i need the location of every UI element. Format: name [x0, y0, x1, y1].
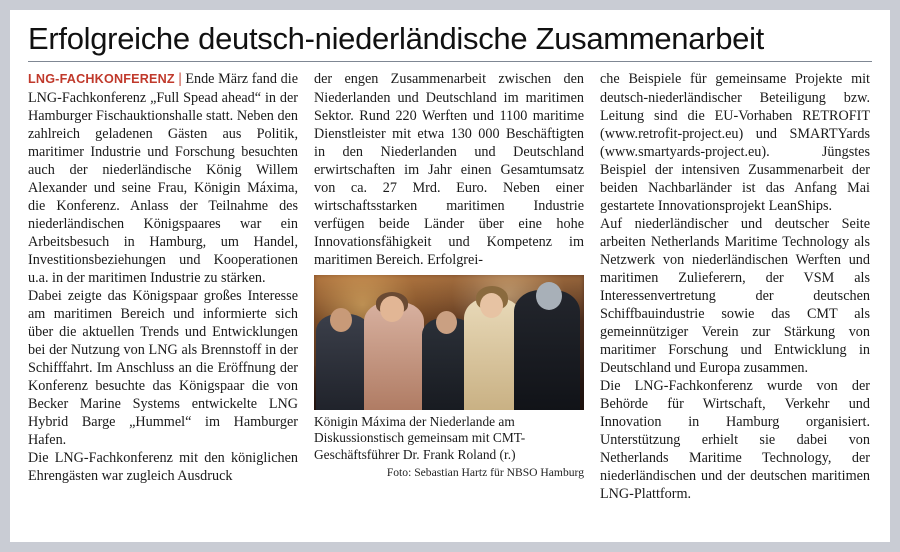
article-paragraph [28, 70, 298, 286]
photo-person-head [380, 296, 404, 322]
kicker-separator: | [174, 71, 186, 88]
photo-person-head [480, 293, 503, 318]
page-border-right [890, 0, 900, 552]
article-paragraph: che Beispiele für gemeinsame Projekte mit deutsch-niederländischer Beteiligung bzw. Leitung sind die EU-Vorhaben RETROFIT (www.retrofit-project.eu) und SMARTYards (www.smartyards-project.eu). Jüngstes Beispiel der intensiven Zusammenarbeit der beiden Nachbarländer ist das Anfang Mai gestartete Innovationsprojekt LeanShips. [600, 71, 870, 214]
page-border-bottom [0, 542, 900, 552]
photo-person-head [330, 308, 352, 332]
article-kicker: LNG-FACHKONFERENZ [28, 72, 175, 87]
article-paragraph: Auf niederländischer und deutscher Seite arbeiten Netherlands Maritime Technology als Netzwerk von niederländischen Werften und maritimen Zulieferern, der VSM als Interessenvertretung der deutschen Schiffbauindustrie sowie das CMT als gemeinnütziger Verein zur Stärkung von maritimer Forschung und Entwicklung in Deutschland und Europa zusammen. [600, 215, 870, 376]
article-paragraph-text: Ende März fand die LNG-Fachkonferenz „Full Spead ahead“ in der Hamburger Fischauktionshalle statt. Neben den zahlreich geladenen Gästen aus Politik, maritimer Industrie und Forschung besuchten auch der niederländische König Willem Alexander und seine Frau, Königin Máxima, die Konferenz. Anlass der Teilnahme des niederländischen Königspaares war ein Arbeitsbesuch in Hamburg, um Handel, Investitionsbeziehungen und Kooperationen u.a. in der maritimen Industrie zu stärken. [28, 71, 298, 286]
article-paragraph: Die LNG-Fachkonferenz mit den königlichen Ehrengästen war zugleich Ausdruck [28, 450, 298, 485]
article-paragraph: Dabei zeigte das Königspaar großes Interesse am maritimen Bereich und informierte sich über die aktuellen Trends und Entwicklungen bei der Nutzung von LNG als Brennstoff in der Schifffahrt. Im Anschluss an die Eröffnung der Konferenz besuchte das Königspaar die von Becker Marine Systems entwickelte LNG Hybrid Barge „Hummel“ im Hamburger Hafen. [28, 287, 298, 449]
photo-person-head [436, 311, 457, 334]
photo-queen-maxima-discussion [314, 275, 584, 410]
figure-credit: Foto: Sebastian Hartz für NBSO Hamburg [386, 465, 584, 479]
photo-person-head [536, 282, 562, 310]
headline-divider [28, 61, 872, 62]
article-content [10, 10, 890, 542]
page-title: Erfolgreiche deutsch-niederländische Zusammenarbeit [28, 21, 764, 56]
page-border-top [0, 0, 900, 10]
article-paragraph: Die LNG-Fachkonferenz wurde von der Behörde für Wirtschaft, Verkehr und Innovation in Hamburg organisiert. Unterstützung erhielt sie dabei von Netherlands Maritime Technology, der niederländischen und der deutschen maritimen LNG-Plattform. [600, 378, 870, 503]
article-paragraph: der engen Zusammenarbeit zwischen den Niederlanden und Deutschland im maritimen Sektor. Rund 220 Werften und 1100 maritime Dienstleister mit etwa 130 000 Beschäftigten in den Niederlanden und Deutschland erwirtschaften im Jahr einen Gesamtumsatz von ca. 27 Mrd. Euro. Neben einer wirtschaftsstarken maritimen Industrie verfügen beide Länder über eine hohe Innovationsfähigkeit und Kompetenz im maritimen Bereich. Erfolgrei- [314, 71, 584, 268]
article-columns [28, 70, 872, 503]
article-column-2 [314, 70, 584, 503]
page-border-left [0, 0, 10, 552]
article-column-1 [28, 70, 298, 503]
article-column-3 [600, 70, 870, 503]
article-figure [314, 275, 584, 479]
figure-caption: Königin Máxima der Niederlande am Diskussionstisch gemeinsam mit CMT-Geschäftsführer Dr. Frank Roland (r.) [314, 413, 526, 462]
